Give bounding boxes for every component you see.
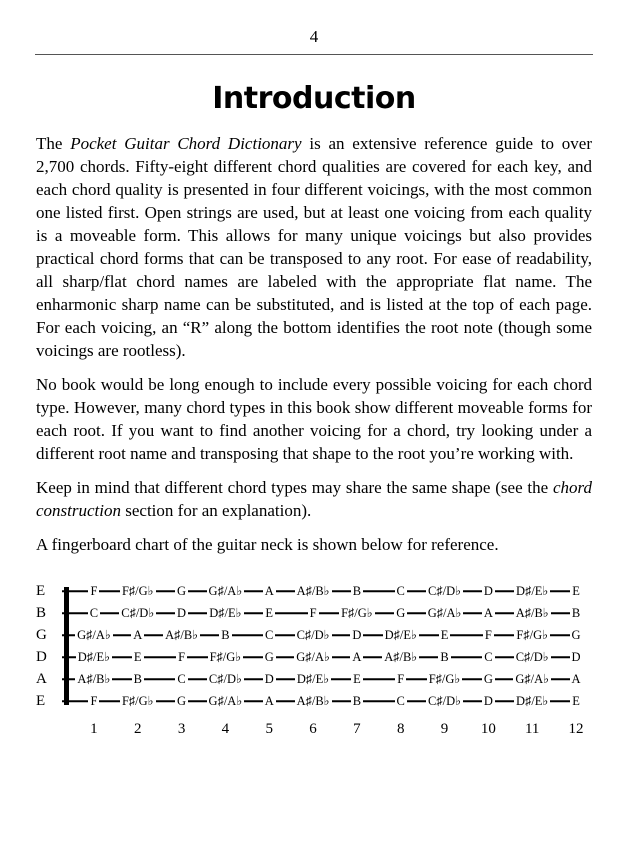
fret-cell xyxy=(379,606,423,621)
note-name: A xyxy=(264,583,274,598)
fret-cell xyxy=(291,649,335,665)
note-name: C♯/D♭ xyxy=(428,584,462,598)
note-name: C xyxy=(396,583,405,598)
text-segment: No book would be long enough to include every possible voicing for each chord type. However, many chord types in this book show different moveable forms for each root. If you want to find another voicing for a chord, try looking under a different root name and transposing that shape to the root you’re working with. xyxy=(36,375,592,463)
note-name: G xyxy=(177,693,187,708)
fret-cell xyxy=(72,627,116,643)
note-name: B xyxy=(352,583,362,598)
fret-cell xyxy=(247,694,291,709)
note-name: E xyxy=(265,605,274,620)
fret-cell xyxy=(291,693,335,709)
note-name: C xyxy=(396,693,405,708)
note-name: A xyxy=(133,627,143,642)
note-name: F♯/G♭ xyxy=(121,584,154,598)
page-title: Introduction xyxy=(212,81,416,116)
fret-cell xyxy=(247,584,291,599)
fret-number: 2 xyxy=(133,721,142,737)
string-row xyxy=(36,580,598,602)
note-name: G xyxy=(264,649,274,664)
fret-cell xyxy=(510,693,554,709)
note-name: A♯/B♭ xyxy=(77,672,111,686)
note-name: G♯/A♭ xyxy=(77,628,111,642)
fret-cell xyxy=(510,605,554,621)
fret-cell xyxy=(116,650,160,665)
open-string-label: E xyxy=(36,582,46,599)
text-segment: The xyxy=(36,134,71,153)
fret-cell xyxy=(423,693,467,709)
note-name: A♯/B♭ xyxy=(296,584,330,598)
fret-cell xyxy=(247,628,291,643)
text-segment: Keep in mind that different chord types may share the same shape (see the xyxy=(36,478,553,497)
note-name: E xyxy=(353,671,361,686)
note-name: F♯/G♭ xyxy=(516,628,548,642)
note-name: B xyxy=(571,605,581,620)
fret-cell xyxy=(116,583,160,599)
fret-cell xyxy=(554,650,598,665)
note-name: C♯/D♭ xyxy=(428,694,462,708)
note-name: C♯/D♭ xyxy=(515,650,549,664)
paragraph xyxy=(36,132,592,362)
fret-cell xyxy=(203,649,247,665)
note-name: D xyxy=(352,627,362,642)
fret-cell xyxy=(466,672,510,687)
fret-cell xyxy=(72,649,116,665)
fret-number: 10 xyxy=(480,721,496,737)
text-segment: Pocket Guitar Chord Dictionary xyxy=(70,134,302,153)
open-string-label: A xyxy=(36,670,47,687)
note-name: G xyxy=(571,627,581,642)
fret-cell xyxy=(423,628,467,643)
fret-cell xyxy=(554,628,598,643)
open-string-label: D xyxy=(36,648,47,665)
fret-cell xyxy=(247,650,291,665)
note-name: C xyxy=(484,649,493,664)
note-name: E xyxy=(572,583,580,598)
text-segment: section for an explanation). xyxy=(121,501,312,520)
fret-cell xyxy=(466,650,510,665)
fret-cell xyxy=(72,584,116,599)
note-name: C xyxy=(265,627,274,642)
fret-cell xyxy=(116,628,160,643)
fret-cell xyxy=(203,671,247,687)
note-name: D xyxy=(571,649,581,664)
note-name: G xyxy=(483,671,493,686)
note-name: E xyxy=(440,627,449,642)
fret-cell xyxy=(203,693,247,709)
fret-cell xyxy=(335,628,379,643)
fret-cell xyxy=(160,694,204,709)
string-row xyxy=(36,624,598,646)
note-name: G♯/A♭ xyxy=(427,606,462,620)
fret-number: 7 xyxy=(353,721,361,737)
note-name: F♯/G♭ xyxy=(209,650,242,664)
note-name: C xyxy=(177,671,186,686)
note-name: A♯/B♭ xyxy=(165,628,199,642)
fret-cell xyxy=(291,627,335,643)
note-name: D xyxy=(177,605,187,620)
fret-number: 5 xyxy=(265,721,273,737)
fret-cell xyxy=(335,672,379,687)
note-name: A xyxy=(571,671,581,686)
string-row xyxy=(36,602,598,624)
fret-cell xyxy=(291,583,335,599)
fret-cell xyxy=(291,606,335,621)
fret-number: 1 xyxy=(90,721,98,737)
string-row xyxy=(36,646,598,668)
body-paragraphs xyxy=(36,132,592,556)
fret-cell xyxy=(335,650,379,665)
note-name: B xyxy=(133,671,142,686)
fret-cell xyxy=(335,584,379,599)
fret-cell xyxy=(160,606,204,621)
fret-cell xyxy=(160,584,204,599)
text-segment: chord construction xyxy=(36,478,592,520)
fret-cell xyxy=(379,649,423,665)
note-name: C xyxy=(89,605,99,620)
note-name: D♯/E♭ xyxy=(209,606,242,620)
fret-cell xyxy=(116,672,160,687)
fret-cell xyxy=(72,606,116,621)
fret-numbers xyxy=(72,721,598,738)
paragraph xyxy=(36,533,592,556)
fret-cell xyxy=(379,672,423,687)
fret-cell xyxy=(247,672,291,687)
fret-cell xyxy=(160,672,204,687)
fret-number: 8 xyxy=(396,721,405,737)
fret-cell xyxy=(72,671,116,687)
fret-cell xyxy=(160,627,204,643)
note-name: D♯/E♭ xyxy=(384,628,417,642)
note-name: D♯/E♭ xyxy=(516,694,549,708)
fret-cell xyxy=(423,605,467,621)
note-name: D xyxy=(483,693,493,708)
note-name: A xyxy=(483,605,493,620)
fret-cell xyxy=(379,584,423,599)
fret-cell xyxy=(423,650,467,665)
note-name: G♯/A♭ xyxy=(208,694,243,708)
fret-cell xyxy=(203,628,247,643)
fret-cell xyxy=(466,628,510,643)
open-string-label: E xyxy=(36,692,46,709)
fret-cell xyxy=(203,583,247,599)
fret-cell xyxy=(379,627,423,643)
fret-cell xyxy=(510,649,554,665)
note-name: F xyxy=(178,649,186,664)
note-name: D xyxy=(483,583,493,598)
fret-cell xyxy=(554,606,598,621)
fret-cell xyxy=(554,584,598,599)
string-row xyxy=(36,690,598,712)
fretboard-nut xyxy=(64,587,69,705)
string-row xyxy=(36,668,598,690)
note-name: F♯/G♭ xyxy=(428,672,461,686)
fret-cell xyxy=(510,627,554,643)
note-name: C♯/D♭ xyxy=(208,672,242,686)
fret-cell xyxy=(116,605,160,621)
fret-cell xyxy=(554,672,598,687)
note-name: E xyxy=(133,649,142,664)
paragraph xyxy=(36,476,592,522)
note-name: A♯/B♭ xyxy=(384,650,418,664)
fret-number: 12 xyxy=(568,721,584,737)
note-name: F xyxy=(90,693,98,708)
note-name: C♯/D♭ xyxy=(121,606,155,620)
fret-number: 6 xyxy=(309,721,317,737)
fret-cell xyxy=(510,671,554,687)
fret-cell xyxy=(72,694,116,709)
note-name: F xyxy=(484,627,492,642)
open-string-label: G xyxy=(36,626,47,643)
note-name: F xyxy=(397,671,405,686)
note-name: E xyxy=(572,693,580,708)
note-name: G xyxy=(177,583,187,598)
fretboard-strings xyxy=(36,580,598,712)
fret-number: 9 xyxy=(440,721,449,737)
paragraph xyxy=(36,373,592,465)
note-name: B xyxy=(352,693,362,708)
fret-cell xyxy=(423,671,467,687)
note-name: A♯/B♭ xyxy=(515,606,549,620)
fret-cell xyxy=(116,693,160,709)
note-name: G♯/A♭ xyxy=(208,584,243,598)
fret-cell xyxy=(554,694,598,709)
note-name: G♯/A♭ xyxy=(296,650,330,664)
fret-cell xyxy=(379,694,423,709)
fret-number: 4 xyxy=(221,721,230,737)
note-name: C♯/D♭ xyxy=(296,628,330,642)
note-name: A xyxy=(264,693,274,708)
note-name: D♯/E♭ xyxy=(77,650,111,664)
note-name: F xyxy=(309,605,317,620)
fret-cell xyxy=(466,584,510,599)
page-number: 4 xyxy=(309,27,319,46)
note-name: A xyxy=(352,649,362,664)
fret-number: 11 xyxy=(524,721,540,737)
text-segment: is an extensive reference guide to over 2,700 chords. Fifty-eight different chord qualities are covered for each key, and each chord quality is presented in four different voicings, with the most common one listed first. Open strings are used, but at least one voicing from each quality is a moveable form. This allows for many unique voicings but also provides practical chord forms that can be transposed to any root. For ease of readability, all sharp/flat chord names are labeled with the appropriate flat name. The enharmonic sharp name can be substituted, and is listed at the top of each page. For each voicing, an “R” along the bottom identifies the root note (though some voicings are rootless). xyxy=(36,134,592,360)
fret-cell xyxy=(510,583,554,599)
note-name: B xyxy=(221,627,230,642)
note-name: G♯/A♭ xyxy=(515,672,550,686)
fret-cell xyxy=(203,605,247,621)
fret-cell xyxy=(291,671,335,687)
note-name: F xyxy=(90,583,98,598)
fret-cell xyxy=(247,606,291,621)
note-name: D♯/E♭ xyxy=(516,584,549,598)
note-name: D♯/E♭ xyxy=(296,672,330,686)
text-segment: A fingerboard chart of the guitar neck is shown below for reference. xyxy=(36,535,499,554)
note-name: A♯/B♭ xyxy=(296,694,330,708)
note-name: F♯/G♭ xyxy=(121,694,154,708)
fret-cell xyxy=(335,694,379,709)
fret-cell xyxy=(466,694,510,709)
fret-cell xyxy=(160,650,204,665)
fret-number: 3 xyxy=(177,721,186,737)
fretboard-chart xyxy=(36,580,598,738)
fret-cell xyxy=(466,606,510,621)
fret-cell xyxy=(335,605,379,621)
note-name: D xyxy=(264,671,274,686)
note-name: F♯/G♭ xyxy=(341,606,373,620)
open-string-label: B xyxy=(36,604,47,621)
note-name: G xyxy=(396,605,406,620)
fret-cell xyxy=(423,583,467,599)
header-rule xyxy=(35,54,593,55)
note-name: B xyxy=(440,649,449,664)
